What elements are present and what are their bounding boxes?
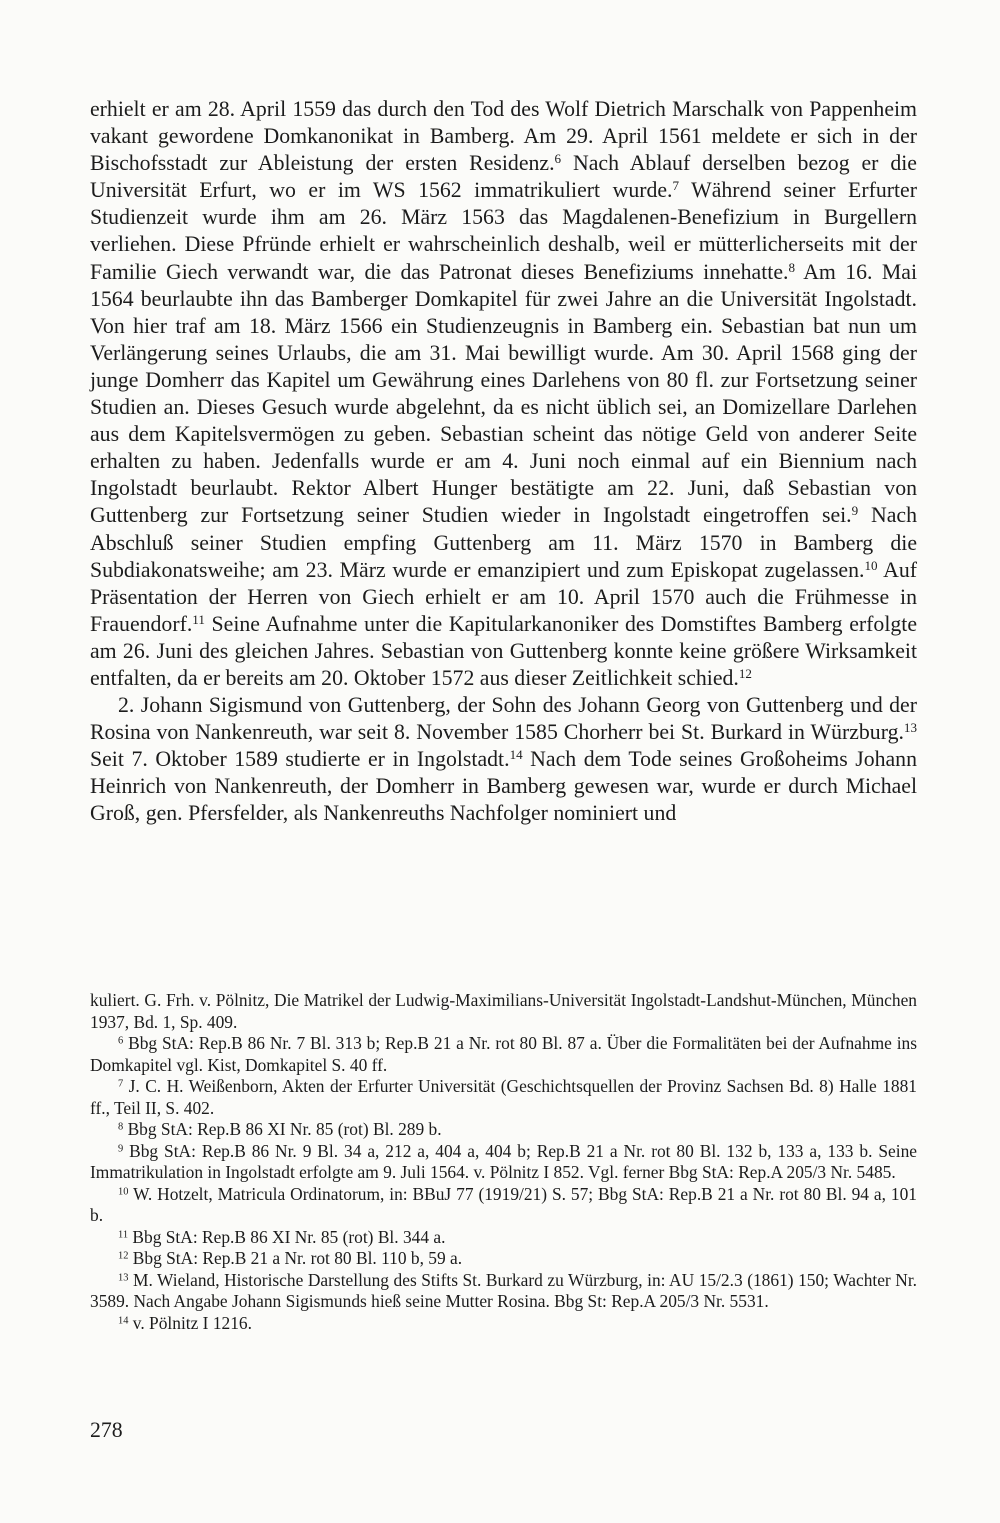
text-run: Nach dem Tode seines Großoheims Johann Heinrich von Nankenreuth, der Domherr in Bamberg gewesen war, wurde er durch Michael Groß, gen. Pfersfelder, als Nankenreuths Nachfolger nominiert und	[90, 747, 917, 826]
footnote-number: 6	[118, 1035, 124, 1047]
footnote-number: 8	[118, 1121, 124, 1133]
footnote	[90, 1227, 917, 1249]
footnote	[90, 1033, 917, 1076]
footnote	[90, 1141, 917, 1184]
footnote-number: 9	[118, 1142, 124, 1154]
footnote-number: 12	[118, 1250, 129, 1262]
footnote-reference: 9	[851, 503, 859, 519]
text-run: Auf Präsentation der Herren von Giech erhielt er am 10. April 1570 auch die Frühmesse in Frauendorf.	[90, 557, 917, 636]
footnote-text: J. C. H. Weißenborn, Akten der Erfurter Universität (Geschichtsquellen der Provinz Sachsen Bd. 8) Halle 1881 ff., Teil II, S. 402.	[90, 1076, 917, 1118]
footnote-number: 10	[118, 1185, 129, 1197]
text-run: Am 16. Mai 1564 beurlaubte ihn das Bamberger Domkapitel für zwei Jahre an die Universität Ingolstadt. Von hier traf am 18. März 1566 ein Studienzeugnis in Bamberg ein. Sebastian bat nun um Verlängerung seines Urlaubs, die am 31. Mai bewilligt wurde. Am 30. April 1568 ging der junge Domherr das Kapitel um Gewährung eines Darlehens von 80 fl. zur Fortsetzung seiner Studien an. Dieses Gesuch wurde abgelehnt, da es nicht üblich sei, an Domizellare Darlehen aus dem Kapitelsvermögen zu geben. Sebastian scheint das nötige Geld von anderer Seite erhalten zu haben. Jedenfalls wurde er am 4. Juni noch einmal auf ein Biennium nach Ingolstadt beurlaubt. Rektor Albert Hunger bestätigte am 22. Juni, daß Sebastian von Guttenberg zur Fortsetzung seiner Studien wieder in Ingolstadt eingetroffen sei.	[90, 259, 917, 528]
text-run: 2. Johann Sigismund von Guttenberg, der Sohn des Johann Georg von Guttenberg und der Rosina von Nankenreuth, war seit 8. November 1585 Chorherr bei St. Burkard in Würzburg.	[90, 693, 917, 745]
page-number: 278	[90, 1418, 123, 1442]
footnote-text: Bbg StA: Rep.B 86 XI Nr. 85 (rot) Bl. 344 a.	[132, 1226, 446, 1247]
footnote-reference: 8	[788, 259, 796, 275]
footnote-reference: 7	[672, 178, 680, 194]
footnote-number: 14	[118, 1314, 129, 1326]
footnote	[90, 1313, 917, 1335]
footnote-reference: 11	[192, 611, 205, 627]
footnote-text: W. Hotzelt, Matricula Ordinatorum, in: BBuJ 77 (1919/21) S. 57; Bbg StA: Rep.B 21 a Nr. rot 80 Bl. 94 a, 101 b.	[90, 1183, 917, 1225]
footnote	[90, 990, 917, 1033]
footnote-text: M. Wieland, Historische Darstellung des Stifts St. Burkard zu Würzburg, in: AU 15/2.3 (1861) 150; Wachter Nr. 3589. Nach Angabe Johann Sigismunds hieß seine Mutter Rosina. Bbg St: Rep.A 205/3 Nr. 5531.	[90, 1269, 917, 1311]
text-run: Seit 7. Oktober 1589 studierte er in Ingolstadt.	[90, 747, 510, 772]
footnote	[90, 1248, 917, 1270]
footnote	[90, 1270, 917, 1313]
footnote-text: Bbg StA: Rep.B 21 a Nr. rot 80 Bl. 110 b, 59 a.	[132, 1248, 463, 1268]
text-run: Nach Abschluß seiner Studien empfing Guttenberg am 11. März 1570 in Bamberg die Subdiakonatsweihe; am 23. März wurde er emanzipiert und zum Episkopat zugelassen.	[90, 503, 917, 582]
text-run: Nach Ablauf derselben bezog er die Universität Erfurt, wo er im WS 1562 immatrikuliert wurde.	[90, 151, 917, 203]
footnote-number: 11	[118, 1228, 129, 1240]
footnote-number: 13	[118, 1271, 129, 1283]
footnote-text: kuliert. G. Frh. v. Pölnitz, Die Matrikel der Ludwig-Maximilians-Universität Ingolstadt-Landshut-München, München 1937, Bd. 1, Sp. 409.	[90, 990, 917, 1032]
footnote-text: Bbg StA: Rep.B 86 Nr. 7 Bl. 313 b; Rep.B 21 a Nr. rot 80 Bl. 87 a. Über die Formalitäten bei der Aufnahme ins Domkapitel vgl. Kist, Domkapitel S. 40 ff.	[90, 1033, 918, 1075]
body-paragraph	[90, 96, 917, 692]
footnote-reference: 13	[903, 719, 917, 735]
footnote-reference: 10	[864, 557, 878, 573]
footnote-reference: 12	[738, 665, 752, 681]
footnote-text: v. Pölnitz I 1216.	[132, 1312, 252, 1333]
text-run: Während seiner Erfurter Studienzeit wurde ihm am 26. März 1563 das Magdalenen-Benefizium in Burgellern verliehen. Diese Pfründe erhielt er wahrscheinlich deshalb, weil er mütterlicherseits mit der Familie Giech verwandt war, die das Patronat dieses Benefiziums innehatte.	[90, 178, 917, 284]
footnote-reference: 14	[509, 747, 523, 763]
text-run: erhielt er am 28. April 1559 das durch den Tod des Wolf Dietrich Marschalk von Pappenheim vakant gewordene Domkanonikat in Bamberg. Am 29. April 1561 meldete er sich in der Bischofsstadt zur Ableistung der ersten Residenz.	[90, 97, 917, 176]
footnote	[90, 1119, 917, 1141]
footnotes	[90, 990, 917, 1334]
footnote-reference: 6	[554, 151, 562, 166]
footnote	[90, 1184, 917, 1227]
body-paragraph	[90, 692, 917, 827]
footnote-text: Bbg StA: Rep.B 86 XI Nr. 85 (rot) Bl. 289 b.	[127, 1119, 442, 1139]
footnote	[90, 1076, 917, 1119]
text-run: Seine Aufnahme unter die Kapitularkanoniker des Domstiftes Bamberg erfolgte am 26. Juni des gleichen Jahres. Sebastian von Guttenberg konnte keine größere Wirksamkeit entfalten, da er bereits am 20. Oktober 1572 aus dieser Zeitlichkeit schied.	[90, 611, 917, 690]
footnote-text: Bbg StA: Rep.B 86 Nr. 9 Bl. 34 a, 212 a, 404 a, 404 b; Rep.B 21 a Nr. rot 80 Bl. 132 b, 133 a, 133 b. Seine Immatrikulation in Ingolstadt erfolgte am 9. Juli 1564. v. Pölnitz I 852. Vgl. ferner Bbg StA: Rep.A 205/3 Nr. 5485.	[90, 1140, 917, 1182]
footnote-number: 7	[118, 1078, 124, 1090]
main-text	[90, 96, 917, 828]
